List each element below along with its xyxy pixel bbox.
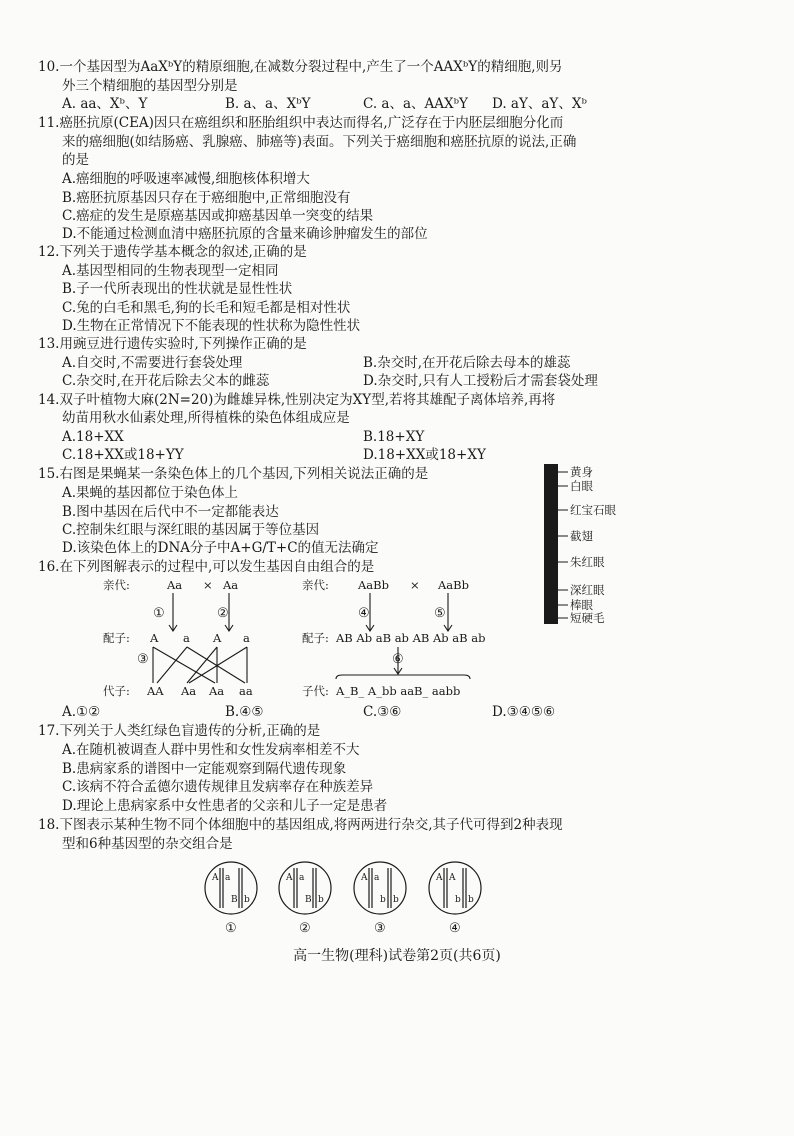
cell-number: ① [225,921,237,936]
cell-number: ④ [449,921,461,936]
parent-label: 亲代: [302,578,329,592]
q14-option-b: B.18+XY [363,429,425,445]
allele: A [286,873,293,883]
gene-label: 红宝石眼 [570,503,616,517]
step-marker: ① [153,606,165,621]
q13-option-b: B.杂交时,在开花后除去母本的雄蕊 [363,355,571,371]
chromosome-figure [540,460,640,630]
q17-option-a: A.在随机被调查人群中男性和女性发病率相差不大 [62,742,360,758]
allele: B [231,895,238,905]
q14-option-c: C.18+XX或18+YY [62,447,184,463]
q15-option-c: C.控制朱红眼与深红眼的基因属于等位基因 [62,522,320,538]
allele: A [449,873,456,883]
q15-option-a: A.果蝇的基因都位于染色体上 [62,485,239,501]
parent-genotype: Aa [167,578,183,592]
q16-left-diagram [95,575,295,700]
offspring: aa [239,684,253,698]
page-footer: 高一生物(理科)试卷第2页(共6页) [293,948,501,964]
q16-option-d: D.③④⑤⑥ [492,704,556,720]
q16-option-b: B.④⑤ [225,704,264,720]
q17-stem: 17.下列关于人类红绿色盲遗传的分析,正确的是 [38,723,321,739]
q13-option-a: A.自交时,不需要进行套袋处理 [62,355,243,371]
q11-option-c: C.癌症的发生是原癌基因或抑癌基因单一突变的结果 [62,208,374,224]
q14-stem-line2: 幼苗用秋水仙素处理,所得植株的染色体组成应是 [62,410,350,426]
gene-label: 白眼 [570,479,593,493]
q10-stem-line2: 外三个精细胞的基因型分别是 [62,78,238,94]
q12-option-c: C.兔的白毛和黑毛,狗的长毛和短毛都是相对性状 [62,300,351,316]
q11-stem-line1: 11.癌胚抗原(CEA)因只在癌组织和胚胎组织中表达而得名,广泛存在于内胚层细胞分化而 [38,115,564,131]
q17-option-c: C.该病不符合孟德尔遗传规律且发病率存在种族差异 [62,779,374,795]
q12-option-a: A.基因型相同的生物表现型一定相同 [62,263,279,279]
allele: a [299,873,305,883]
allele: A [361,873,368,883]
q11-option-d: D.不能通过检测血清中癌胚抗原的含量来确诊肿瘤发生的部位 [62,226,428,242]
q17-option-b: B.患病家系的谱图中一定能观察到隔代遗传现象 [62,761,347,777]
q17-option-d: D.理论上患病家系中女性患者的父亲和儿子一定是患者 [62,798,388,814]
allele: b [380,895,386,905]
q14-option-d: D.18+XX或18+XY [363,447,486,463]
q15-stem: 15.右图是果蝇某一条染色体上的几个基因,下列相关说法正确的是 [38,466,429,482]
gene-label: 朱红眼 [570,555,605,569]
allele: b [244,895,250,905]
q18-stem-line2: 型和6种基因型的杂交组合是 [62,836,233,852]
q12-stem: 12.下列关于遗传学基本概念的叙述,正确的是 [38,244,307,260]
q18-stem-line1: 18.下图表示某种生物不同个体细胞中的基因组成,将两两进行杂交,其子代可得到2种表现 [38,817,563,833]
offspring: Aa [209,684,225,698]
step-marker: ⑥ [392,652,404,667]
cell-number: ③ [374,921,386,936]
offspring-label: 子代: [302,684,329,698]
q13-option-c: C.杂交时,在开花后除去父本的雌蕊 [62,373,270,389]
cross-symbol: × [410,578,420,592]
allele: A [212,873,219,883]
allele: b [455,895,461,905]
gene-label: 截翅 [570,529,593,543]
gamete-label: 配子: [103,631,130,645]
step-marker: ④ [358,606,370,621]
q10-option-b: B. a、a、XᵇY [225,96,311,112]
q15-option-b: B.图中基因在后代中不一定都能表达 [62,504,279,520]
gamete: a [183,631,190,645]
q14-option-a: A.18+XX [62,429,124,445]
cell-number: ② [299,921,311,936]
gene-label: 深红眼 [570,583,605,597]
gamete-list: AB Ab aB ab AB Ab aB ab [336,631,486,645]
cross-symbol: × [203,578,213,592]
q13-option-d: D.杂交时,只有人工授粉后才需套袋处理 [363,373,598,389]
gene-label: 棒眼 [570,598,593,612]
allele: b [468,895,474,905]
allele: a [374,873,380,883]
step-marker: ③ [137,652,149,667]
allele: B [305,895,312,905]
step-marker: ⑤ [434,606,446,621]
step-marker: ② [217,606,229,621]
q11-stem-line3: 的是 [62,152,89,168]
gene-label: 黄身 [570,465,593,479]
offspring-label: 代子: [103,684,130,698]
q11-option-a: A.癌细胞的呼吸速率减慢,细胞核体积增大 [62,171,310,187]
q16-right-diagram [298,575,513,700]
q16-stem: 16.在下列图解表示的过程中,可以发生基因自由组合的是 [38,559,375,575]
allele: a [225,873,231,883]
gene-label: 短硬毛 [570,611,605,625]
allele: A [436,873,443,883]
q11-stem-line2: 来的癌细胞(如结肠癌、乳腺癌、肺癌等)表面。下列关于癌细胞和癌胚抗原的说法,正确 [62,134,577,150]
chromosome-bar [544,464,558,624]
q15-option-d: D.该染色体上的DNA分子中A+G/T+C的值无法确定 [62,540,379,556]
q10-option-a: A. aa、Xᵇ、Y [62,96,148,112]
parent-genotype: Aa [223,578,239,592]
q16-option-c: C.③⑥ [363,704,402,720]
q10-stem-line1: 10.一个基因型为AaXᵇY的精原细胞,在减数分裂过程中,产生了一个AAXᵇY的精细胞,则另 [38,59,563,75]
q18-cells-figure [195,858,495,938]
gamete: a [243,631,250,645]
q14-stem-line1: 14.双子叶植物大麻(2N=20)为雌雄异株,性别决定为XY型,若将其雄配子离体培养,再将 [38,392,556,408]
q12-option-d: D.生物在正常情况下不能表现的性状称为隐性性状 [62,318,361,334]
parent-label: 亲代: [103,578,130,592]
q12-option-b: B.子一代所表现出的性状就是显性性状 [62,281,293,297]
allele: b [318,895,324,905]
q13-stem: 13.用豌豆进行遗传实验时,下列操作正确的是 [38,336,307,352]
gamete: A [213,631,222,645]
q11-option-b: B.癌胚抗原基因只存在于癌细胞中,正常细胞没有 [62,190,351,206]
q16-option-a: A.①② [62,704,101,720]
allele: b [393,895,399,905]
offspring: AA [147,684,164,698]
offspring: Aa [181,684,197,698]
offspring-list: A_B_ A_bb aaB_ aabb [336,684,461,698]
parent-genotype: AaBb [438,578,469,592]
parent-genotype: AaBb [358,578,389,592]
q10-option-d: D. aY、aY、Xᵇ [492,96,587,112]
q10-option-c: C. a、a、AAXᵇY [363,96,468,112]
gamete: A [150,631,159,645]
gamete-label: 配子: [302,631,329,645]
